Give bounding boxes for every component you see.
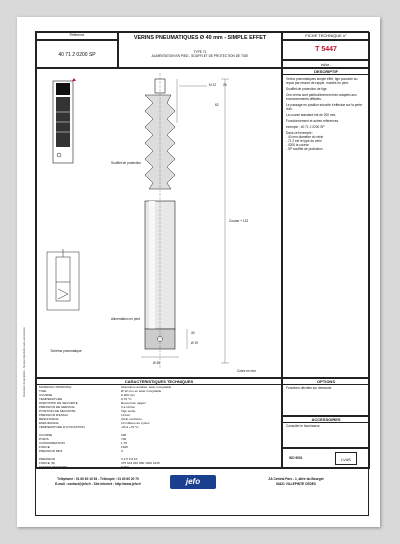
document-sheet	[17, 17, 380, 527]
sheet-label-cell	[282, 32, 370, 40]
footer-contact: E-mail : contact@jefo.fr - Site internet : http://www.jefo.fr	[55, 482, 141, 486]
schema-label: Schéma pneumatique	[50, 349, 82, 353]
spec-value: 3	[121, 449, 123, 453]
spec-value: Ø 12 mm en acier inoxydable	[121, 389, 162, 393]
supply-label: Alimentation en pied	[111, 317, 140, 321]
document-subtitle: ALIMENTATION EN PIED - SOUFFLET DE PROTECTION DE TIGE	[151, 54, 249, 58]
options-heading: OPTIONS	[283, 379, 369, 385]
accessories-heading: ACCESSOIRES	[283, 417, 369, 423]
description-body	[283, 75, 369, 153]
footer	[36, 468, 370, 517]
spec-key: EFFORT RESSORT	[39, 465, 68, 469]
reference-label: Référence	[69, 33, 85, 37]
reference-label-cell	[36, 32, 118, 40]
spec-key: DISPOSITIF DE SECURITE	[39, 401, 78, 405]
spec-value: Tige sortie	[121, 409, 136, 413]
certification-panel	[282, 448, 370, 468]
company-logo: jefo	[170, 475, 216, 489]
description-paragraph: - 0200 la course	[286, 143, 309, 147]
spec-key: POIDS	[39, 437, 49, 441]
dim-c: Ø 19	[191, 341, 198, 345]
description-paragraph: Soufflet de protection de tige.	[286, 87, 328, 91]
spec-value: Vérin conforme	[121, 417, 142, 421]
spec-value: 200	[121, 433, 127, 437]
reference-value-cell	[36, 40, 118, 68]
spec-value: 700	[121, 437, 127, 441]
specs-table	[36, 378, 282, 468]
options-text: Fonctions décrites sur demande	[286, 386, 332, 390]
spec-key: COURSE	[39, 433, 53, 437]
dim-a: 25	[223, 83, 227, 87]
spec-key: PRESSION MINI	[39, 449, 63, 453]
drawing-area	[36, 68, 282, 378]
bellows-label: Soufflet de protection	[111, 161, 142, 165]
dim-e: 40	[191, 331, 195, 335]
footer-address-line1: ZA Central Parc - 1, allée du Bourget	[268, 477, 324, 481]
spec-key: TEMPERATURE D'UTILISATION	[39, 425, 85, 429]
spec-value: 10 bar	[121, 413, 130, 417]
reference-value: 40 71 2 0200 SP	[58, 52, 96, 58]
sheet-number: T 5447	[315, 46, 337, 53]
description-paragraph: Le passage en position sécurité s'effectue sur la perte d'air.	[286, 103, 363, 111]
spec-key: TIGE	[39, 389, 47, 393]
spec-value: 1.75	[121, 441, 128, 445]
cylinder-technical-drawing	[97, 73, 277, 373]
spec-key: RESISTANCE	[39, 417, 59, 421]
spec-value: 0-200 mm	[121, 393, 135, 397]
type-line: TYPE 71	[193, 50, 207, 54]
document-frame	[35, 31, 369, 516]
spec-value: -20 à +70 °C	[121, 425, 139, 429]
spec-value: 0-70 °C	[121, 397, 132, 401]
dim-b: 62	[215, 103, 219, 107]
spec-value: 475 643 810 980 1300 1625	[121, 461, 160, 465]
options-panel	[282, 378, 370, 416]
description-paragraph: Ces vérins sont particulièrement bien adaptés aux environnements difficiles.	[286, 93, 357, 101]
spec-key: ENDURANCE	[39, 421, 59, 425]
cylinder-side-view	[43, 77, 83, 367]
specs-rows	[37, 385, 281, 469]
side-note: Document de propriété - Ne pas reproduire sans autorisation	[23, 327, 26, 397]
cert-mark-icon: LVdS	[335, 452, 357, 465]
spec-value: 8 600	[121, 465, 129, 469]
footer-address-line2: 93421 VILLEPINTE CEDEX	[275, 482, 317, 486]
drawing-note: Cotes en mm	[237, 369, 256, 373]
dim-stroke: Course + 132	[229, 219, 249, 223]
spec-value: Aluminium anodisé, acier inoxydable	[121, 385, 172, 389]
description-paragraph: - SP soufflet de protection	[286, 147, 323, 151]
description-paragraph: La course standard est de 200 mm.	[286, 113, 337, 117]
description-heading: DESCRIPTIF	[283, 69, 369, 75]
spec-key: PRESSION DE SERVICE	[39, 405, 75, 409]
spec-value: 1625	[121, 445, 128, 449]
accessories-text: Consulter le fournisseur	[286, 424, 320, 428]
spec-key: FORCE (N)	[39, 461, 55, 465]
spec-value: 10 millions de cycles	[121, 421, 150, 425]
spec-value: 3 à 10 bar	[121, 405, 135, 409]
spec-key: CONSOMMATION	[39, 441, 65, 445]
description-paragraph: exemple : 40 71 2 0200 SP	[286, 125, 325, 129]
spec-key: PRESSION	[39, 457, 55, 461]
spec-key: TEMPERATURE	[39, 397, 63, 401]
accessories-panel	[282, 416, 370, 448]
spec-key: PRESSION D'ESSAI	[39, 413, 68, 417]
description-paragraph: - 40 mm diamètre du vérin	[286, 135, 324, 139]
spec-key: POSITION DE SECURITE	[39, 409, 76, 413]
dim-rod: M 12	[209, 83, 217, 87]
spec-value: Ressort de rappel	[121, 401, 146, 405]
description-paragraph: Vérins pneumatiques simple effet, tige poussée au repos par ressort de rappel, montés en pied.	[286, 77, 358, 85]
description-paragraph: Dans cet exemple :	[286, 131, 314, 135]
spec-value: 3 4 5 6 8 10	[121, 457, 138, 461]
iso-label: ISO 9001	[289, 456, 303, 460]
index-cell	[282, 60, 370, 68]
description-paragraph: - 71 2 est le type du vérin	[286, 139, 322, 143]
spec-key: MATERIAU PRINCIPAL	[39, 385, 72, 389]
sheet-number-cell	[282, 40, 370, 60]
description-paragraph: Fonctionnement et autres références.	[286, 119, 339, 123]
footer-phone: Téléphone : 01 60 60 10 53 - Télécopie : 01 60 60 20 70	[57, 477, 139, 481]
spec-key: COURSE	[39, 393, 53, 397]
sheet-index: Indice -	[320, 63, 332, 67]
description-panel	[282, 68, 370, 378]
sheet-label: FICHE TECHNIQUE n°	[305, 33, 347, 38]
title-cell	[118, 32, 282, 68]
spec-key: FORCE	[39, 445, 50, 449]
document-title: VERINS PNEUMATIQUES Ø 40 mm - SIMPLE EFFET	[133, 35, 267, 41]
dim-d: Ø 45	[153, 361, 160, 365]
specs-heading: CARACTERISTIQUES TECHNIQUES	[37, 379, 281, 385]
